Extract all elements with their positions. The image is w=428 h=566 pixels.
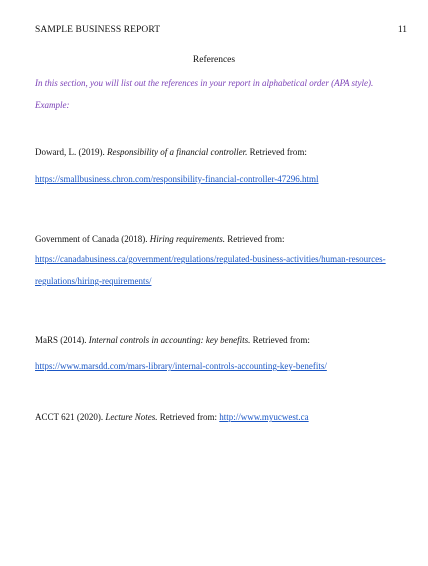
- reference-entry: [35, 411, 415, 423]
- reference-author-date: ACCT 621 (2020).: [35, 412, 106, 422]
- reference-title: Lecture Notes.: [105, 412, 158, 422]
- page-number: 11: [397, 25, 407, 35]
- reference-url[interactable]: https://www.marsdd.com/mars-library/internal-controls-accounting-key-benefits/: [35, 361, 327, 371]
- page-title: References: [192, 55, 236, 65]
- reference-retrieved: Retrieved from:: [250, 335, 310, 345]
- example-label: Example:: [35, 100, 70, 110]
- reference-retrieved: Retrieved from:: [247, 147, 307, 157]
- reference-entry: [35, 233, 415, 245]
- reference-url[interactable]: https://canadabusiness.ca/government/regulations/regulated-business-activities/human-resources-: [35, 254, 386, 264]
- reference-title: Responsibility of a financial controller.: [106, 147, 248, 157]
- reference-entry: [35, 146, 415, 158]
- reference-title: Internal controls in accounting: key benefits.: [88, 335, 251, 345]
- reference-url[interactable]: https://smallbusiness.chron.com/responsibility-financial-controller-47296.html: [35, 174, 319, 184]
- reference-entry: [35, 334, 415, 346]
- reference-title: Hiring requirements.: [149, 234, 226, 244]
- reference-author-date: Government of Canada (2018).: [35, 234, 150, 244]
- instruction-text: In this section, you will list out the references in your report in alphabetical order (APA style).: [35, 78, 374, 88]
- reference-url[interactable]: http://www.myucwest.ca: [219, 412, 309, 422]
- reference-retrieved: Retrieved from:: [225, 234, 285, 244]
- reference-author-date: Doward, L. (2019).: [35, 147, 107, 157]
- reference-url-continued[interactable]: regulations/hiring-requirements/: [35, 276, 152, 286]
- reference-retrieved: Retrieved from:: [157, 412, 220, 422]
- reference-author-date: MaRS (2014).: [35, 335, 89, 345]
- running-head: SAMPLE BUSINESS REPORT: [35, 25, 161, 35]
